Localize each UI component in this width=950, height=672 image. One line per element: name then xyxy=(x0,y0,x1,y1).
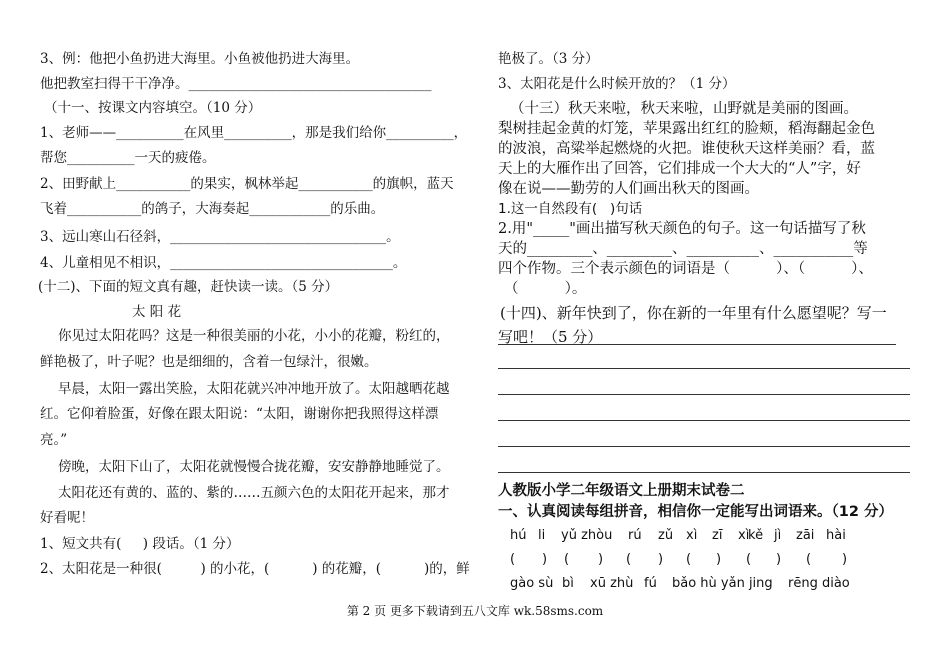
passage-p4: 太阳花还有黄的、蓝的、紫的……五颜六色的太阳花开起来，那才 xyxy=(58,485,450,501)
answer-line[interactable] xyxy=(498,420,910,421)
answer-paren: ( xyxy=(564,552,570,567)
passage-p3: 傍晚，太阳下山了，太阳花就慢慢合拢花瓣，安安静静地睡觉了。 xyxy=(58,459,450,475)
pinyin: zī xyxy=(712,528,723,543)
autumn-line-5: 像在说——勤劳的人们画出秋天的图画。 xyxy=(498,181,759,197)
autumn-q1: 1.这一自然段有( )句话 xyxy=(498,201,643,217)
pinyin: xì xyxy=(738,528,750,543)
section-11-heading: （十一、按课文内容填空。（10 分） xyxy=(44,100,262,116)
question-3: 3、太阳花是什么时候开放的？（1 分） xyxy=(498,76,736,92)
page-footer: 第 2 页 更多下载请到五八文库 wk.58sms.com xyxy=(346,604,604,618)
passage-title: 太 阳 花 xyxy=(132,304,182,320)
answer-paren: ) xyxy=(776,552,782,567)
answer-line[interactable] xyxy=(498,446,910,447)
section-13-heading: （十三）秋天来啦，秋天来啦，山野就是美丽的图画。 xyxy=(510,101,858,117)
pinyin: hài xyxy=(826,528,846,543)
autumn-line-2: 梨树挂起金黄的灯笼，苹果露出红红的脸颊，稻海翻起金色 xyxy=(498,121,875,137)
answer-paren: ) xyxy=(658,552,664,567)
passage-p1b: 鲜艳极了，叶子呢？也是细细的，含着一包绿汁，很嫩。 xyxy=(40,354,378,370)
pinyin: jì xyxy=(774,528,782,543)
autumn-line-3: 的波浪，高粱举起燃烧的火把。谁使秋天这样美丽？看，蓝 xyxy=(498,141,875,157)
passage-p2b: 红。它仰着脸蛋，好像在跟太阳说：“太阳，谢谢你把我照得这样漂 xyxy=(40,406,439,422)
pinyin: bǎo hù yǎn jing xyxy=(672,576,773,591)
autumn-q2b: 天的_________、_________、__________、___________等 xyxy=(498,241,868,257)
section-12-heading: (十二)、下面的短文真有趣，赶快读一读。（5 分） xyxy=(38,279,339,295)
autumn-q2d: （ ）。 xyxy=(504,281,587,297)
pinyin: bì xyxy=(562,576,574,591)
answer-paren: ( xyxy=(626,552,632,567)
pinyin: zǔ xyxy=(658,528,674,543)
answer-paren: ) xyxy=(542,552,548,567)
passage-p2c: 亮。” xyxy=(40,432,68,448)
passage-p4b: 好看呢！ xyxy=(40,510,94,526)
fill-line-2b: 飞着___________的鸽子，大海奏起____________的乐曲。 xyxy=(40,201,385,217)
answer-line[interactable] xyxy=(498,394,910,395)
question-2: 2、太阳花是一种很( ) 的小花，( ) 的花瓣，( )的，鲜 xyxy=(40,561,470,577)
autumn-line-4: 天上的大雁作出了回答，它们排成一个大大的“人”字，好 xyxy=(498,161,861,177)
fill-line-3: 3、远山寒山石径斜，________________________________。 xyxy=(40,229,400,245)
pinyin: zāi xyxy=(796,528,815,543)
section-14-heading: (十四)、新年快到了，你在新的一年里有什么愿望呢？写一 xyxy=(500,304,887,322)
exam-title: 人教版小学二年级语文上册期末试卷二 xyxy=(498,483,745,499)
answer-paren: ( xyxy=(746,552,752,567)
answer-paren: ) xyxy=(598,552,604,567)
answer-line[interactable] xyxy=(498,472,910,473)
autumn-q2c: 四个作物。三个表示颜色的词语是（ ）、（ ）、 xyxy=(498,261,873,277)
pinyin: yǔ zhòu xyxy=(561,528,613,543)
pinyin: rēng diào xyxy=(788,576,850,591)
answer-paren: ( xyxy=(686,552,692,567)
answer-paren: ) xyxy=(716,552,722,567)
pinyin: kě xyxy=(748,528,764,543)
example-sentence: 3、例：他把小鱼扔进大海里。小鱼被他扔进大海里。 xyxy=(40,51,360,67)
answer-paren: ( xyxy=(806,552,812,567)
pinyin: xì xyxy=(686,528,698,543)
autumn-q2: 2.用"_____"画出描写秋天颜色的句子。这一句话描写了秋 xyxy=(498,221,866,237)
question-2-continued: 艳极了。（3 分） xyxy=(498,51,599,67)
fill-line-1b: 帮您__________一天的疲倦。 xyxy=(40,150,216,166)
pinyin-section-heading: 一、认真阅读每组拼音，相信你一定能写出词语来。（12 分） xyxy=(498,504,893,520)
answer-paren: ) xyxy=(842,552,848,567)
section-14-heading-b: 写吧！（5 分） xyxy=(498,328,603,346)
rewrite-question: 他把教室扫得干干净净。____________________________________ xyxy=(40,76,432,92)
fill-line-1: 1、老师——__________在风里__________，那是我们给你__________， xyxy=(40,125,468,141)
fill-line-4: 4、儿童相见不相识，_________________________________。 xyxy=(40,255,407,271)
pinyin: gào sù xyxy=(510,576,554,591)
passage-p2: 早晨，太阳一露出笑脸，太阳花就兴冲冲地开放了。太阳越晒花越 xyxy=(58,381,450,397)
pinyin: xū zhù xyxy=(590,576,634,591)
fill-line-2: 2、田野献上___________的果实，枫林举起___________的旗帜，蓝天 xyxy=(40,176,454,192)
answer-line[interactable] xyxy=(498,344,896,345)
question-1: 1、短文共有( ) 段话。（1 分） xyxy=(40,536,240,552)
pinyin: fú xyxy=(644,576,657,591)
answer-paren: ( xyxy=(510,552,516,567)
pinyin: li xyxy=(538,528,546,543)
answer-line[interactable] xyxy=(498,368,910,369)
pinyin: rú xyxy=(628,528,642,543)
pinyin: hú xyxy=(510,528,527,543)
passage-p1: 你见过太阳花吗？这是一种很美丽的小花，小小的花瓣，粉红的， xyxy=(58,328,450,344)
